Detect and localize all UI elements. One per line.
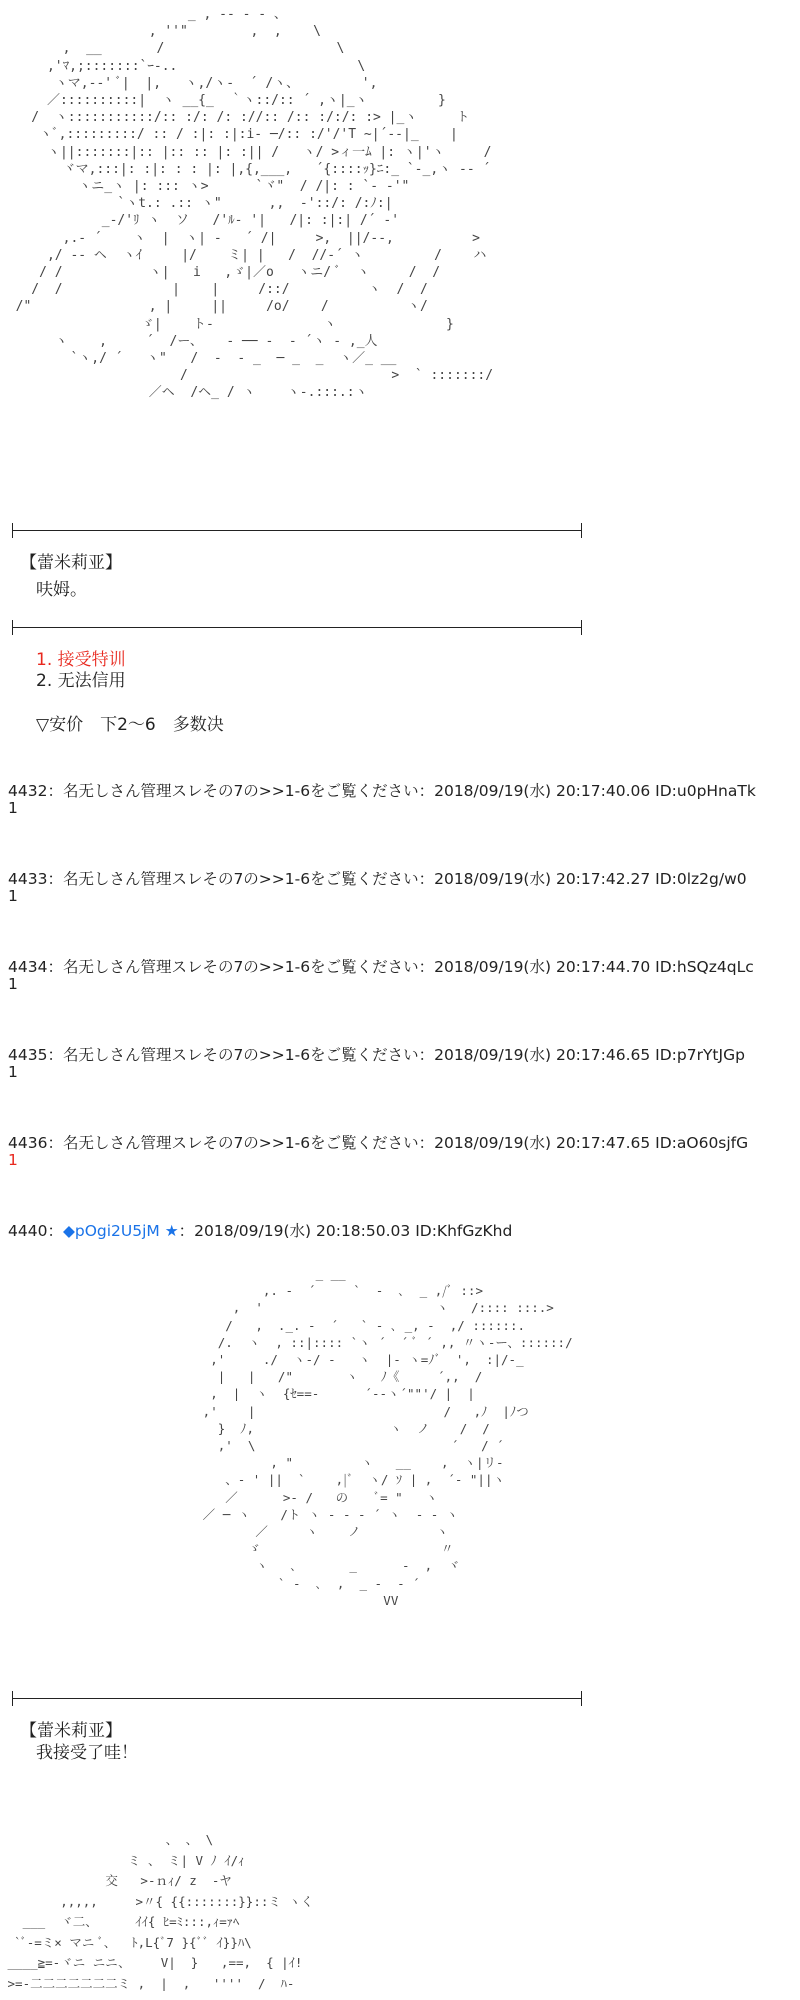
divider-3 (12, 1698, 582, 1699)
divider-2 (12, 627, 582, 628)
dialogue-line: 我接受了哇！ (36, 1743, 138, 1763)
dialogue-line: 呋姆。 (36, 580, 87, 600)
ascii-art-remilia-top: _ , -- ‐ ‐ 、 , ''" , , \ , __ / \ ,'ﾏ,;:::::::`ｰ-.. \ ヽマ,-‐' ﾞ| |, ヽ,/ヽ‐ ´ /ヽ、 ', ／::::::::::| ヽ __{_ ｀ヽ::/:: ´ ,ヽ|_ヽ } / ヽ:::::::::::/:: :/: /: ://:: /:: :/:/: :> |_ヽ ト ヽﾞ,:::::::::/ :: / :|: :|:i‐ ─/:: :/'/'T ~|´‐-|_ | ヽ||:::::::|:: |:: :: |: :|| / ヽ/ >ィ一ﾑ |: ヽ|'ヽ / ヾマ,:::|: :|: : : |: |,{,___, ´{::::ｯ}ﾆ:_ `‐_,ヽ -‐ ´ ヽニ_ヽ |: ::: ヽ> `ヾ" / /|: : `‐ -'" `ヽt.: .:: ヽ" ,, ‐'::/: /:ﾉ:| _‐/'ﾘ ヽ ソ /'ﾙ‐ '| /|: :|:| /´ ‐' ,.‐ ´ ヽ | ヽ| ‐ ´ /| >, ||/--, > ,/ -‐ ヘ ヽｲ |/ ミ| | / //‐´ ヽ / ハ / / ヽ| i ,ゞ|／o ヽニ/ ﾞ ヽ / / / / | | /::/ ヽ / / /" , | || /o/ / ヽ/ ゞ| ト‐ ヽ } ヽ , ´ /ー、 ‐ ── ‐ ‐ ´ヽ ‐ ,_人 `ヽ,/ ´ ヽ" / ‐ ‐ _ ─ _ _ ヽ／_ __ / > ` :::::::/ ／ヘ /ヘ_ / ヽ ヽ‐.:::.:ヽ (15, 7, 494, 401)
op-post-header (8, 1219, 512, 1241)
post-body: 1 (8, 799, 18, 817)
post-header: 4435：名无しさん管理スレその7の>>1-6をご覧ください：2018/09/19(水) 20:17:46.65 ID:p7rYtJGp (8, 1046, 745, 1064)
post-header: 4432：名无しさん管理スレその7の>>1-6をご覧ください：2018/09/19(水) 20:17:40.06 ID:u0pHnaTk (8, 782, 756, 800)
ascii-art-remilia-bottom: 、 、 \ ミ 、 ミ| V ﾉ ｲ/ｨ 交 >‐ｎｨ/ z ‐ヤ ,,,,, >〃{ {{:::::::}}::ミ ヽく ___ ヾ二、 ｲｲ{ ﾋ=ﾐ:::,ｨ=ｧﾍ `ﾞ‐=ミ× マニ ﾞ、 ﾄ,L{ﾞ7 }{ﾞﾞ ｲ}}ﾊ\ ____≧=‐ヾニ ニニ、 V| } ,==, { |ｲ! >=‐二二二二二二二ミ , | , '''' / ﾊ- (7, 1832, 314, 1991)
tripcode: ◆pOgi2U5jM ★ (62, 1222, 179, 1240)
post-meta: ：2018/09/19(水) 20:18:50.03 ID:KhfGzKhd (178, 1222, 513, 1240)
post-header: 4436：名无しさん管理スレその7の>>1-6をご覧ください：2018/09/19(水) 20:17:47.65 ID:aO60sjfG (8, 1134, 749, 1152)
speaker-name: 【蕾米莉亚】 (20, 553, 122, 573)
post-header: 4433：名无しさん管理スレその7の>>1-6をご覧ください：2018/09/19(水) 20:17:42.27 ID:0lz2g/w0 (8, 870, 747, 888)
post-number: 4440： (8, 1222, 63, 1240)
speaker-name: 【蕾米莉亚】 (20, 1721, 122, 1741)
choice-option-2: 2. 无法信用 (36, 671, 126, 691)
post-body: 1 (8, 1151, 18, 1169)
choice-option-1: 1. 接受特训 (36, 650, 126, 670)
post-body: 1 (8, 887, 18, 905)
ascii-art-remilia-middle: _ __ ,. ‐ ´ ` ‐ ､ _ ,/ﾞ ::> , ' ヽ /:::: :::.> / , ._. ‐ ´ ` ‐ ､ _, ‐ ,/ ::::::. /. ヽ , ::|:::: `ヽ ´ ´ ﾞ ´ ,, 〃ヽ‐ー、::::::/ ,' ./ ヽ‐/ ‐ ヽ |‐ ヽ=ﾉﾞ ', :|/‐_ | | /" ヽ ﾉ《 ´,, / , | ヽ {ｾ==‐ ´‐‐ヽ´""'/ | | ,' | / ,ﾉ |ﾉつ } ﾉ, ヽ ノ / / ,' \ ´ / ´ , " ヽ __ , ヽ|リ- 、- ' || ` ,|ﾞ ヽ/ ｿ | , ´‐ "||ヽ ／ >‐ / の ﾞ= " ヽ ／ ─ ヽ /ト ヽ ‐ ‐ ‐ ´ ヽ ‐ ‐ ヽ ／ ヽ ノ ヽ ゞ 〃 ヽ ､ _ ‐ , ヾ ` ‐ ､ , _ ‐ ‐ ´ VV (202, 1266, 573, 1608)
post-body: 1 (8, 975, 18, 993)
divider-1 (12, 530, 582, 531)
vote-instruction: ▽安价 下2～6 多数决 (36, 715, 224, 735)
post-body: 1 (8, 1063, 18, 1081)
post-header: 4434：名无しさん管理スレその7の>>1-6をご覧ください：2018/09/19(水) 20:17:44.70 ID:hSQz4qLc (8, 958, 754, 976)
